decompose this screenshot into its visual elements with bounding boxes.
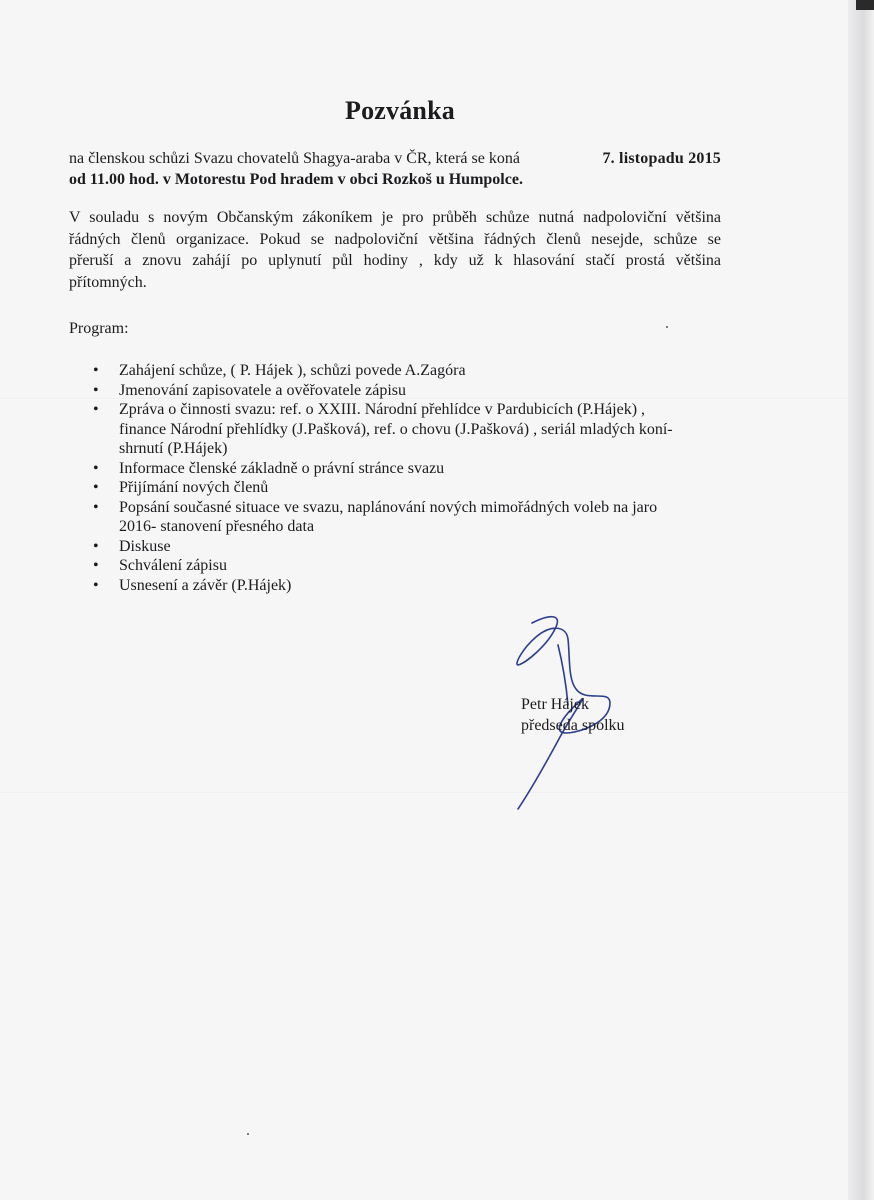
program-item-text: Zahájení schůze, ( P. Hájek ), schůzi povede A.Zagóra bbox=[119, 362, 466, 379]
program-item-text: finance Národní přehlídky (J.Pašková), ref. o chovu (J.Pašková) , seriál mladých koní- bbox=[119, 420, 673, 438]
paragraph-line: V souladu s novým Občanským zákoníkem je pro průběh schůze nutná nadpoloviční většina bbox=[69, 209, 721, 226]
bullet-point: • bbox=[93, 557, 99, 574]
program-item-text: Jmenování zapisovatele a ověřovatele zápisu bbox=[119, 381, 406, 399]
scan-speck bbox=[247, 1133, 249, 1135]
meeting-time-place: od 11.00 hod. v Motorestu Pod hradem v obci Rozkoš u Humpolce. bbox=[69, 171, 523, 188]
bullet-point: • bbox=[93, 381, 99, 399]
program-item-text: Informace členské základně o právní stránce svazu bbox=[119, 459, 445, 477]
scan-speck bbox=[666, 326, 668, 328]
document-title: Pozvánka bbox=[345, 96, 455, 125]
bullet-point: • bbox=[93, 362, 99, 379]
signer-role: předseda spolku bbox=[521, 717, 625, 734]
paper-fold-line bbox=[0, 792, 874, 794]
program-item-text: Zpráva o činnosti svazu: ref. o XXIII. Národní přehlídce v Pardubicích (P.Hájek) , bbox=[119, 401, 646, 418]
program-list bbox=[69, 361, 729, 595]
bullet-point: • bbox=[93, 401, 99, 418]
program-item bbox=[69, 400, 729, 459]
program-label: Program: bbox=[69, 320, 129, 337]
scan-corner-mark bbox=[856, 0, 874, 10]
bullet-point: • bbox=[93, 459, 99, 477]
program-item-text: shrnutí (P.Hájek) bbox=[119, 440, 228, 457]
meeting-date: 7. listopadu 2015 bbox=[602, 150, 721, 167]
bullet-point: • bbox=[93, 537, 99, 555]
program-item-text: Popsání současné situace ve svazu, naplánování nových mimořádných voleb na jaro bbox=[119, 498, 658, 516]
program-item-text: 2016- stanovení přesného data bbox=[119, 518, 315, 535]
program-item bbox=[69, 478, 729, 498]
paragraph-line: řádných členů organizace. Pokud se nadpoloviční většina řádných členů nesejde, schůze se bbox=[69, 230, 721, 248]
signature-block bbox=[521, 694, 625, 736]
program-item-text: Usnesení a závěr (P.Hájek) bbox=[119, 576, 292, 594]
quorum-paragraph bbox=[69, 207, 721, 293]
paragraph-line: přítomných. bbox=[69, 273, 147, 291]
program-item bbox=[69, 556, 729, 576]
program-item bbox=[69, 459, 729, 479]
intro-text: na členskou schůzi Svazu chovatelů Shagya-araba v ČR, která se koná bbox=[69, 150, 520, 167]
program-item bbox=[69, 498, 729, 537]
bullet-point: • bbox=[93, 479, 99, 496]
program-item bbox=[69, 537, 729, 557]
program-item-text: Schválení zápisu bbox=[119, 557, 227, 574]
program-item-text: Diskuse bbox=[119, 537, 171, 555]
bullet-point: • bbox=[93, 498, 99, 516]
scan-edge bbox=[848, 0, 874, 1200]
program-item-text: Přijímání nových členů bbox=[119, 479, 269, 496]
paragraph-line: přeruší a znovu zahájí po uplynutí půl hodiny , kdy už k hlasování stačí prostá většina bbox=[69, 252, 721, 269]
intro-line-1 bbox=[69, 148, 721, 169]
program-item bbox=[69, 361, 729, 381]
bullet-point: • bbox=[93, 576, 99, 594]
program-item bbox=[69, 381, 729, 401]
invitation-intro bbox=[69, 148, 721, 190]
program-item bbox=[69, 576, 729, 596]
signer-name: Petr Hájek bbox=[521, 696, 589, 713]
